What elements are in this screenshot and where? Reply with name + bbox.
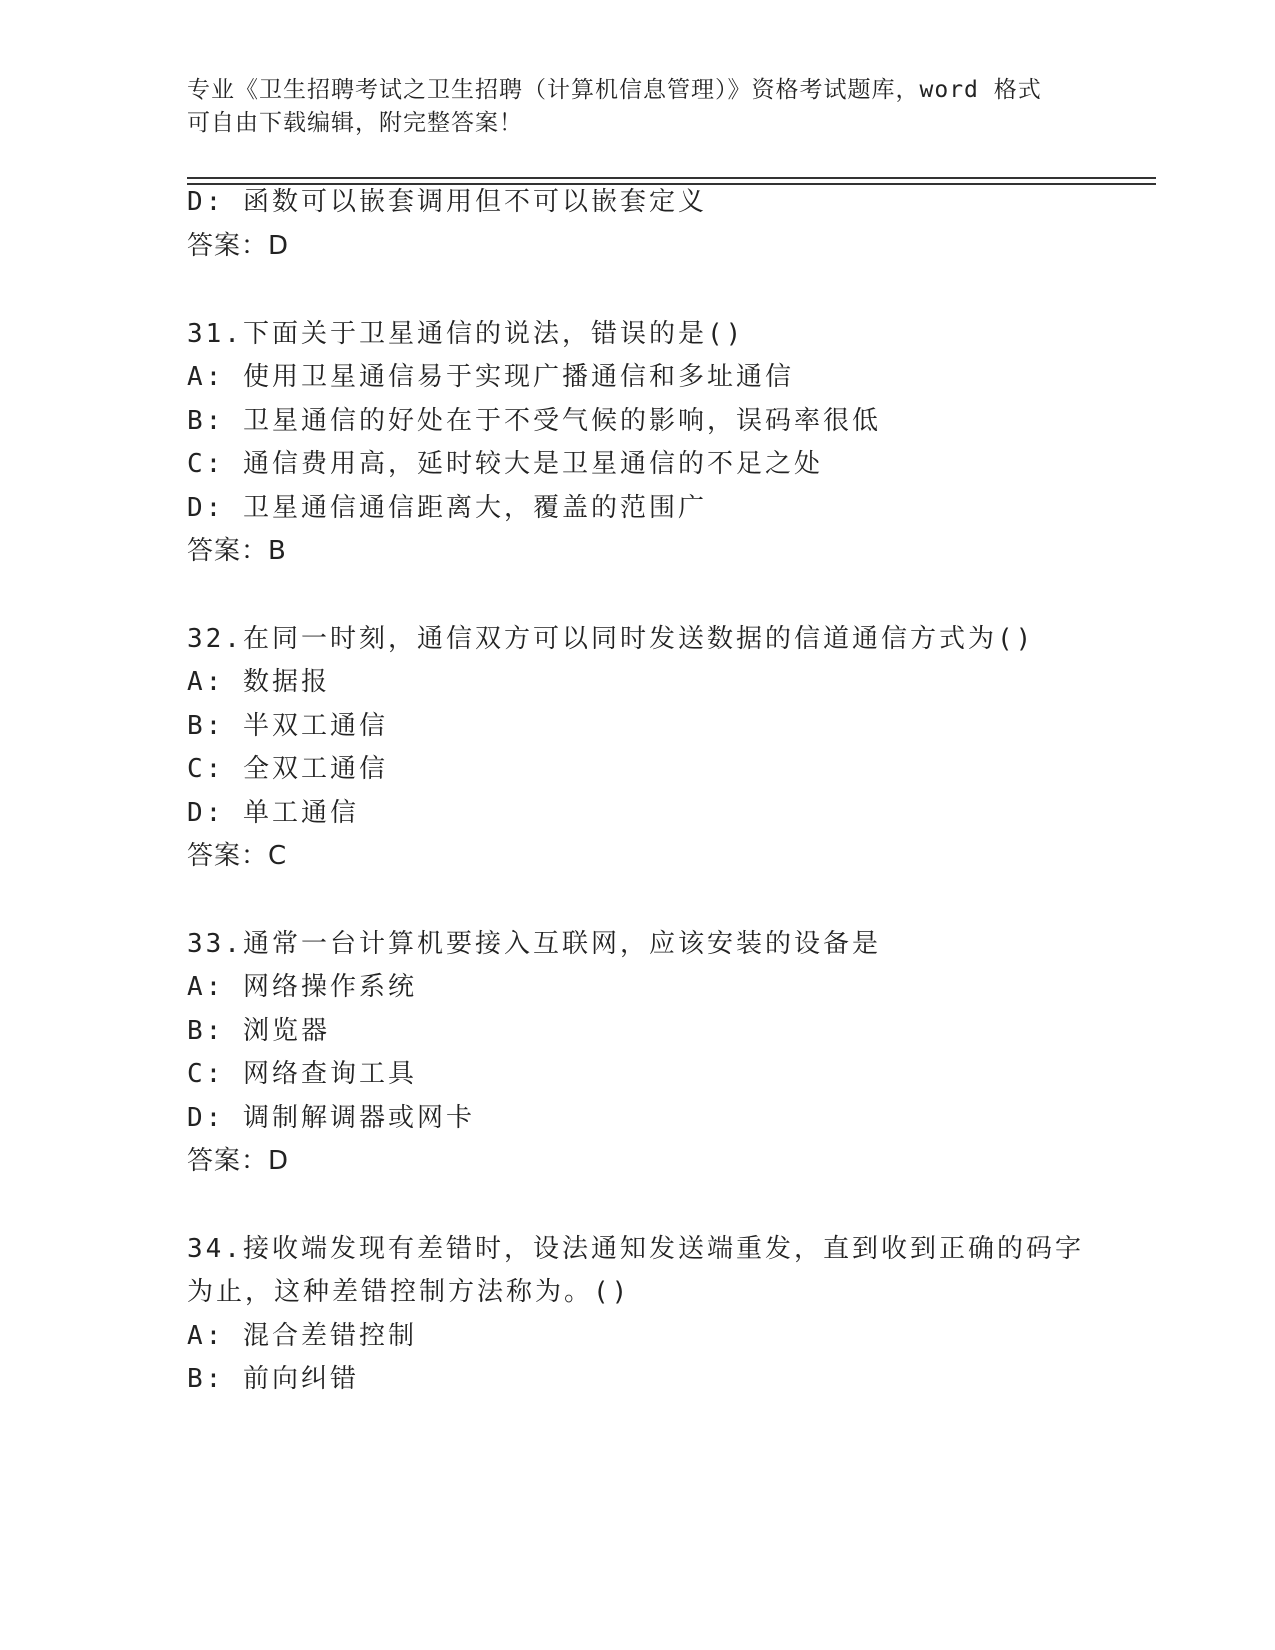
question-31-option-b: B: 卫星通信的好处在于不受气候的影响，误码率很低 bbox=[187, 406, 881, 436]
header-line-1: 专业《卫生招聘考试之卫生招聘（计算机信息管理）》资格考试题库，word 格式 bbox=[187, 77, 1042, 103]
question-33-option-c: C: 网络查询工具 bbox=[187, 1059, 417, 1089]
question-33-answer: 答案：D bbox=[187, 1146, 290, 1176]
question-32-option-a: A: 数据报 bbox=[187, 667, 330, 697]
header-line-2: 可自由下载编辑，附完整答案！ bbox=[187, 110, 523, 136]
question-31-answer: 答案：B bbox=[187, 536, 287, 566]
question-34-option-a: A: 混合差错控制 bbox=[187, 1321, 417, 1351]
header-rule-top bbox=[187, 177, 1156, 179]
question-32-option-c: C: 全双工通信 bbox=[187, 754, 388, 784]
question-32-answer: 答案：C bbox=[187, 841, 288, 871]
prev-question-answer: 答案：D bbox=[187, 231, 290, 261]
question-31-option-c: C: 通信费用高，延时较大是卫星通信的不足之处 bbox=[187, 449, 823, 479]
question-32-option-d: D: 单工通信 bbox=[187, 798, 359, 828]
prev-question-option-d: D: 函数可以嵌套调用但不可以嵌套定义 bbox=[187, 187, 707, 217]
question-33-stem: 33.通常一台计算机要接入互联网，应该安装的设备是 bbox=[187, 929, 881, 959]
question-32-stem: 32.在同一时刻，通信双方可以同时发送数据的信道通信方式为() bbox=[187, 624, 1035, 654]
question-34-stem-line-2: 为止，这种差错控制方法称为。() bbox=[187, 1277, 631, 1307]
document-header bbox=[187, 74, 1067, 140]
question-33-option-b: B: 浏览器 bbox=[187, 1016, 330, 1046]
question-33-option-a: A: 网络操作系统 bbox=[187, 972, 417, 1002]
question-31-option-a: A: 使用卫星通信易于实现广播通信和多址通信 bbox=[187, 362, 794, 392]
question-31-stem: 31.下面关于卫星通信的说法，错误的是() bbox=[187, 319, 745, 349]
question-34-option-b: B: 前向纠错 bbox=[187, 1364, 359, 1394]
question-34-stem-line-1: 34.接收端发现有差错时，设法通知发送端重发，直到收到正确的码字 bbox=[187, 1234, 1084, 1264]
question-33-option-d: D: 调制解调器或网卡 bbox=[187, 1103, 475, 1133]
question-31-option-d: D: 卫星通信通信距离大，覆盖的范围广 bbox=[187, 493, 707, 523]
question-32-option-b: B: 半双工通信 bbox=[187, 711, 388, 741]
header-rule-bottom bbox=[187, 183, 1156, 185]
